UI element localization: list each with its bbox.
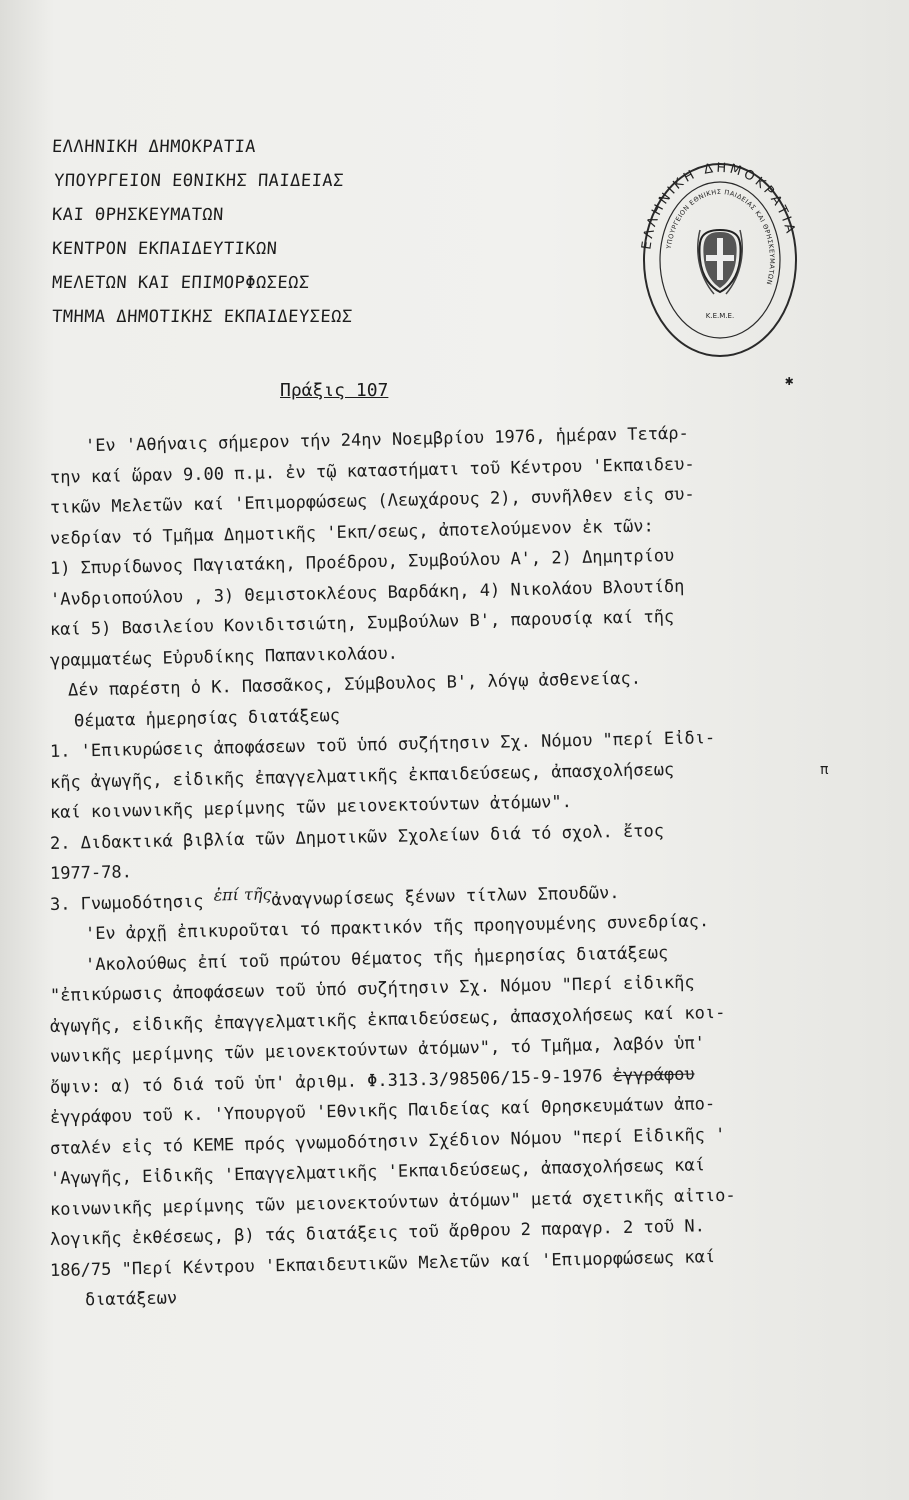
seal-emblem-icon (640, 160, 800, 365)
body-line: κῆς ἀγωγῆς, εἰδικῆς ἐπαγγελματικῆς ἐκπαιδεύσεως, ἀπασχολήσεως (49, 759, 675, 793)
body-line: λογικῆς ἐκθέσεως, β) τάς διατάξεις τοῦ ἄρθρου 2 παραγρ. 2 τοῦ Ν. (49, 1216, 706, 1250)
letterhead-line-3: ΚΑΙ ΘΡΗΣΚΕΥΜΑΤΩΝ (51, 205, 225, 225)
body-line-start: ὄψιν: α) τό διά τοῦ ὑπ' ἀριθμ. Φ.313.3/98506/15-9-1976 (49, 1065, 614, 1098)
body-line: Δέν παρέστη ὁ Κ. Πασσᾶκος, Σύμβουλος Β', λόγῳ ἀσθενείας. (67, 668, 642, 701)
body-line: 'Εν ἀρχῇ ἐπικυροῦται τό πρακτικόν τῆς προηγουμένης συνεδρίας. (84, 911, 710, 945)
svg-text:ΕΛΛΗΝΙΚΗ ΔΗΜΟΚΡΑΤΙΑ: ΕΛΛΗΝΙΚΗ ΔΗΜΟΚΡΑΤΙΑ (640, 160, 799, 251)
body-line: 'Ακολούθως ἐπί τοῦ πρώτου θέματος τῆς ἡμερησίας διατάξεως (84, 942, 669, 975)
letterhead-line-6: ΤΜΗΜΑ ΔΗΜΟΤΙΚΗΣ ΕΚΠΑΙΔΕΥΣΕΩΣ (51, 307, 354, 327)
body-line: νεδρίαν τό Τμῆμα Δημοτικῆς 'Εκπ/σεως, ἀποτελούμενον ἐκ τῶν: (49, 515, 654, 549)
body-line: 'Αγωγῆς, Εἰδικῆς 'Επαγγελματικῆς 'Εκπαιδεύσεως, ἀπασχολήσεως καί (49, 1155, 706, 1189)
body-line: ἐγγράφου τοῦ κ. 'Υπουργοῦ 'Εθνικῆς Παιδείας καί Θρησκευμάτων ἀπο- (49, 1094, 716, 1128)
agenda-heading: Θέματα ἡμερησίας διατάξεως (73, 705, 341, 731)
agenda-item-2: 2. Διδακτικά βιβλία τῶν Δημοτικῶν Σχολείων διά τό σχολ. ἔτος (49, 820, 665, 854)
star-mark-icon: ✱ (785, 373, 794, 389)
body-line: 1) Σπυρίδωνος Παγιατάκη, Προέδρου, Συμβούλου Α', 2) Δημητρίου (49, 545, 675, 579)
struck-word: ἐγγράφου (612, 1063, 695, 1086)
body-line: νωνικῆς μερίμνης τῶν μειονεκτούντων ἀτόμων", τό Τμῆμα, λαβόν ὑπ' (49, 1033, 706, 1067)
handwritten-insertion: ἐπί τῆς (213, 883, 272, 905)
letterhead (52, 130, 353, 334)
svg-text:Κ.Ε.Μ.Ε.: Κ.Ε.Μ.Ε. (705, 312, 735, 320)
body-line: 'Ανδριοπούλου , 3) Θεμιστοκλέους Βαρδάκη, 4) Νικολάου Βλουτίδη (49, 576, 685, 610)
body-line: "ἐπικύρωσις ἀποφάσεων τοῦ ὑπό συζήτησιν Σχ. Νόμου "Περί εἰδικῆς (49, 972, 695, 1006)
body-line: ἀγωγῆς, εἰδικῆς ἐπαγγελματικῆς ἐκπαιδεύσεως, ἀπασχολήσεως καί κοι- (49, 1002, 726, 1037)
letterhead-line-1: ΕΛΛΗΝΙΚΗ ΔΗΜΟΚΡΑΤΙΑ (51, 137, 257, 157)
body-line: την καί ὥραν 9.00 π.μ. ἐν τῷ καταστήματι τοῦ Κέντρου 'Εκπαιδευ- (49, 453, 695, 488)
agenda-item-3-start: 3. Γνωμοδότησις (49, 891, 214, 915)
body-line: σταλέν εἰς τό ΚΕΜΕ πρός γνωμοδότησιν Σχέδιον Νόμου "περί Εἰδικῆς ' (49, 1124, 726, 1159)
official-seal-stamp (640, 160, 800, 365)
margin-mark: π (820, 762, 829, 778)
letterhead-line-4: ΚΕΝΤΡΟΝ ΕΚΠΑΙΔΕΥΤΙΚΩΝ (51, 239, 278, 259)
body-line: τικῶν Μελετῶν καί 'Επιμορφώσεως (Λεωχάρους 2), συνῆλθεν εἰς συ- (49, 484, 695, 518)
body-line: γραμματέως Εὐρυδίκης Παπανικολάου. (49, 643, 399, 671)
document-title: Πράξις 107 (280, 380, 389, 401)
body-line: καί 5) Βασιλείου Κονιδιτσιώτη, Συμβούλων Β', παρουσίᾳ καί τῆς (49, 606, 675, 640)
body-line: 186/75 "Περί Κέντρου 'Εκπαιδευτικῶν Μελετῶν καί 'Επιμορφώσεως καί (49, 1246, 716, 1281)
body-line: 1977-78. (49, 862, 133, 884)
svg-text:ΥΠΟΥΡΓΕΙΟΝ ΕΘΝΙΚΗΣ ΠΑΙΔΕΙΑΣ ΚΑ: ΥΠΟΥΡΓΕΙΟΝ ΕΘΝΙΚΗΣ ΠΑΙΔΕΙΑΣ ΚΑΙ ΘΡΗΣΚΕΥΜΑΤΩΝ (664, 187, 777, 286)
letterhead-line-2: ΥΠΟΥΡΓΕΙΟΝ ΕΘΝΙΚΗΣ ΠΑΙΔΕΙΑΣ (53, 171, 345, 191)
letterhead-line-5: ΜΕΛΕΤΩΝ ΚΑΙ ΕΠΙΜΟΡΦΩΣΕΩΣ (51, 273, 311, 293)
agenda-item-3-end: ἀναγνωρίσεως ξένων τίτλων Σπουδῶν. (271, 882, 620, 910)
body-line: κοινωνικῆς μερίμνης τῶν μειονεκτούντων ἀτόμων" μετά σχετικῆς αἰτιο- (49, 1185, 736, 1220)
body-line: 'Εν 'Αθήναις σήμερον τήν 24ην Νοεμβρίου 1976, ἡμέραν Τετάρ- (84, 423, 689, 457)
document-body (49, 423, 909, 1317)
body-line: διατάξεων (84, 1288, 178, 1311)
agenda-item-1: 1. 'Επικυρώσεις ἀποφάσεων τοῦ ὑπό συζήτησιν Σχ. Νόμου "περί Εἰδι- (49, 728, 716, 762)
body-line: καί κοινωνικῆς μερίμνης τῶν μειονεκτούντων ἀτόμων". (49, 792, 573, 823)
